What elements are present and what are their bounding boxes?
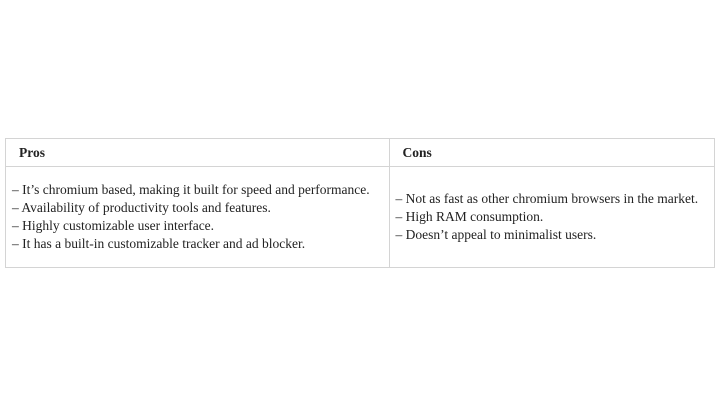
pros-cell (6, 167, 390, 268)
table-row (6, 167, 715, 268)
cons-item: – Doesn’t appeal to minimalist users. (395, 227, 597, 242)
pros-header: Pros (6, 139, 390, 167)
pros-item: – Availability of productivity tools and features. (12, 200, 271, 215)
pros-item: – Highly customizable user interface. (12, 218, 215, 233)
cons-cell (389, 167, 714, 268)
pros-cons-table (5, 138, 715, 268)
cons-item: – Not as fast as other chromium browsers in the market. (395, 191, 699, 206)
cons-header: Cons (389, 139, 714, 167)
pros-item: – It’s chromium based, making it built for speed and performance. (12, 182, 370, 197)
pros-item: – It has a built-in customizable tracker and ad blocker. (12, 236, 306, 251)
table-header-row (6, 139, 715, 167)
cons-item: – High RAM consumption. (395, 209, 544, 224)
